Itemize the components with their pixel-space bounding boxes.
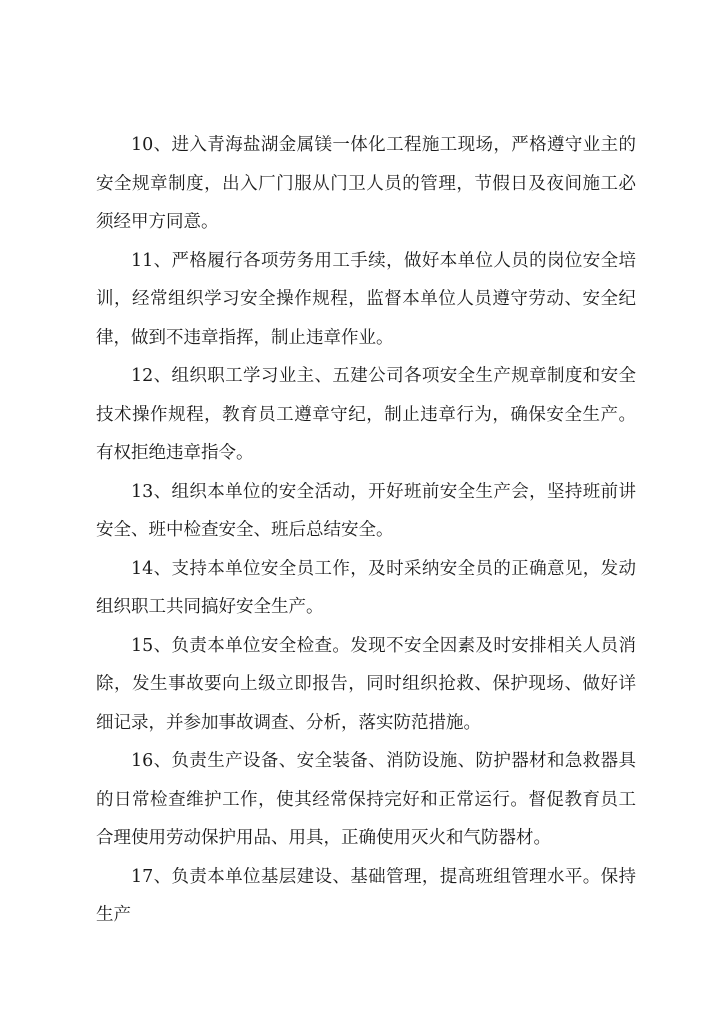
- paragraph-10: 10、进入青海盐湖金属镁一体化工程施工现场，严格遵守业主的安全规章制度，出入厂门服从门卫人员的管理，节假日及夜间施工必须经甲方同意。: [96, 135, 636, 232]
- paragraph-12: 12、组织职工学习业主、五建公司各项安全生产规章制度和安全技术操作规程，教育员工遵章守纪，制止违章行为，确保安全生产。有权拒绝违章指令。: [96, 366, 636, 463]
- paragraph-13: 13、组织本单位的安全活动，开好班前安全生产会，坚持班前讲安全、班中检查安全、班后总结安全。: [96, 481, 636, 540]
- paragraph-17: 17、负责本单位基层建设、基础管理，提高班组管理水平。保持生产: [96, 866, 636, 925]
- paragraph-14: 14、支持本单位安全员工作，及时采纳安全员的正确意见，发动组织职工共同搞好安全生产。: [96, 558, 636, 617]
- paragraph-15: 15、负责本单位安全检查。发现不安全因素及时安排相关人员消除，发生事故要向上级立即报告，同时组织抢救、保护现场、做好详细记录，并参加事故调查、分析，落实防范措施。: [96, 635, 636, 733]
- document-body: [96, 126, 636, 935]
- paragraph-16: 16、负责生产设备、安全装备、消防设施、防护器材和急救器具的日常检查维护工作，使其经常保持完好和正常运行。督促教育员工合理使用劳动保护用品、用具，正确使用灭火和气防器材。: [96, 751, 636, 848]
- paragraph-11: 11、严格履行各项劳务用工手续，做好本单位人员的岗位安全培训，经常组织学习安全操作规程，监督本单位人员遵守劳动、安全纪律，做到不违章指挥，制止违章作业。: [96, 250, 636, 348]
